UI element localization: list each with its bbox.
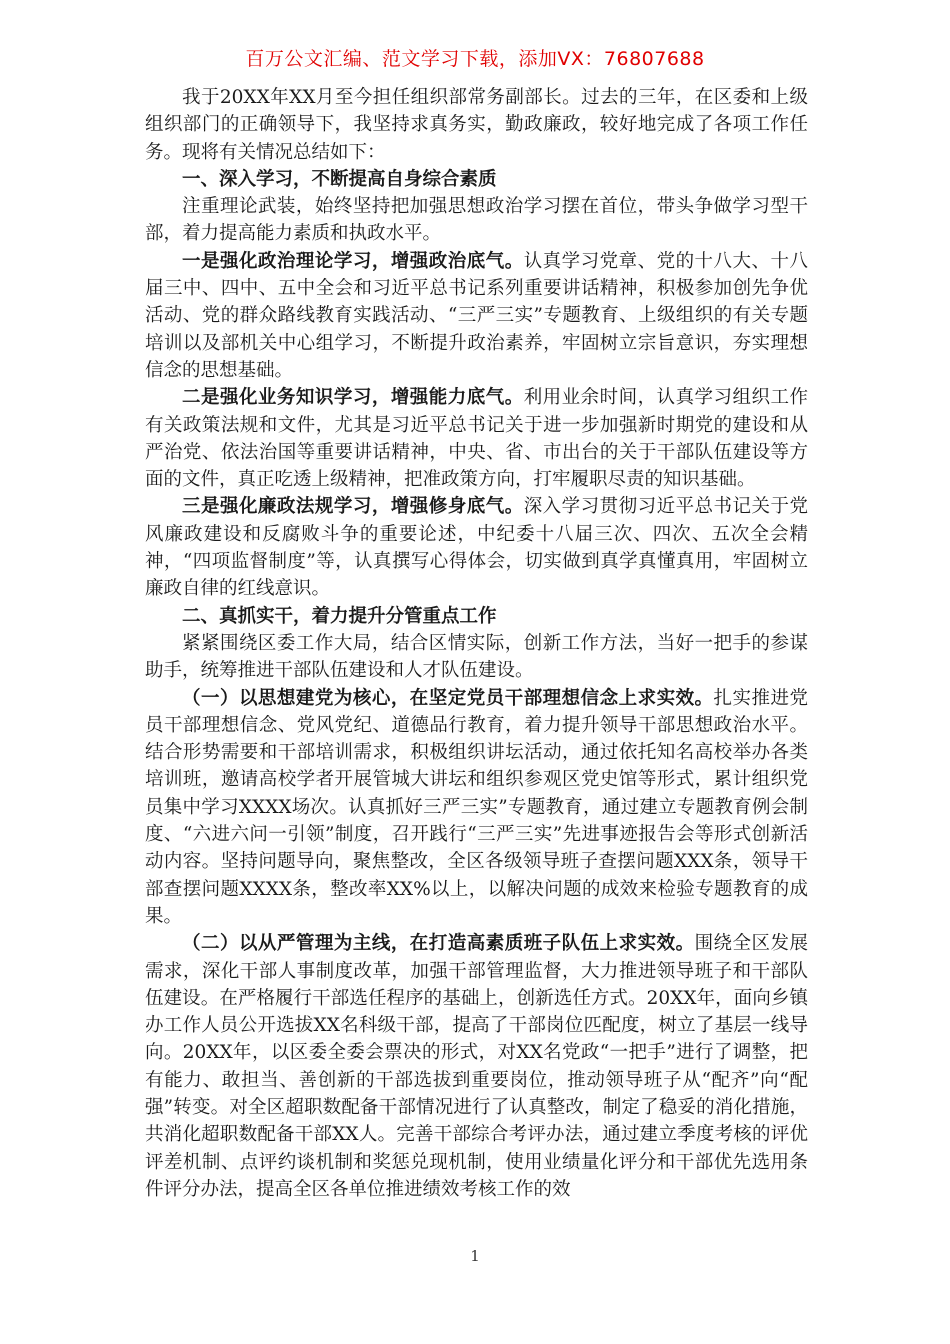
paragraph-management: （二）以从严管理为主线，在打造高素质班子队伍上求实效。围绕全区发展需求，深化干部人事制度改革，加强干部管理监督，大力推进领导班子和干部队伍建设。在严格履行干部选任程序的基础上，创新选任方式。20XX年，面向乡镇办工作人员公开选拔XX名科级干部，提高了干部岗位匹配度，树立了基层一线导向。20XX年，以区委全委会票决的形式，对XX名党政“一把手”进行了调整，把有能力、敢担当、善创新的干部选拔到重要岗位，推动领导班子从“配齐”向“配强”转变。对全区超职数配备干部情况进行了认真整改，制定了稳妥的消化措施，共消化超职数配备干部XX人。完善干部综合考评办法，通过建立季度考核的评优评差机制、点评约谈机制和奖惩兑现机制，使用业绩量化评分和干部优先选用条件评分办法，提高全区各单位推进绩效考核工作的效	[145, 933, 808, 1200]
section-heading-1: 一、深入学习，不断提高自身综合素质	[182, 168, 497, 190]
watermark-banner: 百万公文汇编、范文学习下载，添加VX：76807688	[245, 48, 705, 70]
paragraph-lead: 一是强化政治理论学习，增强政治底气。	[182, 250, 524, 272]
paragraph-lead: 三是强化廉政法规学习，增强修身底气。	[182, 496, 524, 518]
document-body	[145, 84, 808, 1203]
paragraph-lead: 二是强化业务知识学习，增强能力底气。	[182, 387, 524, 409]
page-number: 1	[470, 1247, 480, 1265]
paragraph-lead: （一）以思想建党为核心，在坚定党员干部理想信念上求实效。	[182, 687, 714, 709]
paragraph-integrity-study: 三是强化廉政法规学习，增强修身底气。深入学习贯彻习近平总书记关于党风廉政建设和反腐败斗争的重要论述，中纪委十八届三次、四次、五次全会精神，“四项监督制度”等，认真撰写心得体会，切实做到真学真懂真用，牢固树立廉政自律的红线意识。	[145, 496, 808, 600]
section-1-intro: 注重理论武装，始终坚持把加强思想政治学习摆在首位，带头争做学习型干部，着力提高能力素质和执政水平。	[145, 196, 808, 245]
paragraph-ideology: （一）以思想建党为核心，在坚定党员干部理想信念上求实效。扎实推进党员干部理想信念、党风党纪、道德品行教育，着力提升领导干部思想政治水平。结合形势需要和干部培训需求，积极组织讲坛活动，通过依托知名高校举办各类培训班，邀请高校学者开展管城大讲坛和组织参观区党史馆等形式，累计组织党员集中学习XXXX场次。认真抓好三严三实”专题教育，通过建立专题教育例会制度、“六进六问一引领”制度，召开践行“三严三实”先进事迹报告会等形式创新活动内容。坚持问题导向，聚焦整改，全区各级领导班子查摆问题XXX条，领导干部查摆问题XXXX条，整改率XX%以上，以解决问题的成效来检验专题教育的成果。	[145, 687, 808, 927]
paragraph-lead: （二）以从严管理为主线，在打造高素质班子队伍上求实效。	[182, 933, 695, 955]
paragraph-business-study: 二是强化业务知识学习，增强能力底气。利用业余时间，认真学习组织工作有关政策法规和文件，尤其是习近平总书记关于进一步加强新时期党的建设和从严治党、依法治国等重要讲话精神，中央、省、市出台的关于干部队伍建设等方面的文件，真正吃透上级精神，把准政策方向，打牢履职尽责的知识基础。	[145, 387, 808, 491]
intro-paragraph: 我于20XX年XX月至今担任组织部常务副部长。过去的三年，在区委和上级组织部门的正确领导下，我坚持求真务实，勤政廉政，较好地完成了各项工作任务。现将有关情况总结如下：	[145, 87, 808, 163]
section-2-intro: 紧紧围绕区委工作大局，结合区情实际，创新工作方法，当好一把手的参谋助手，统筹推进干部队伍建设和人才队伍建设。	[145, 632, 808, 682]
paragraph-political-study: 一是强化政治理论学习，增强政治底气。认真学习党章、党的十八大、十八届三中、四中、五中全会和习近平总书记系列重要讲话精神，积极参加创先争优活动、党的群众路线教育实践活动、“三严三实”专题教育、上级组织的有关专题培训以及部机关中心组学习，不断提升政治素养，牢固树立宗旨意识，夯实理想信念的思想基础。	[145, 250, 808, 381]
section-heading-2: 二、真抓实干，着力提升分管重点工作	[182, 605, 497, 627]
